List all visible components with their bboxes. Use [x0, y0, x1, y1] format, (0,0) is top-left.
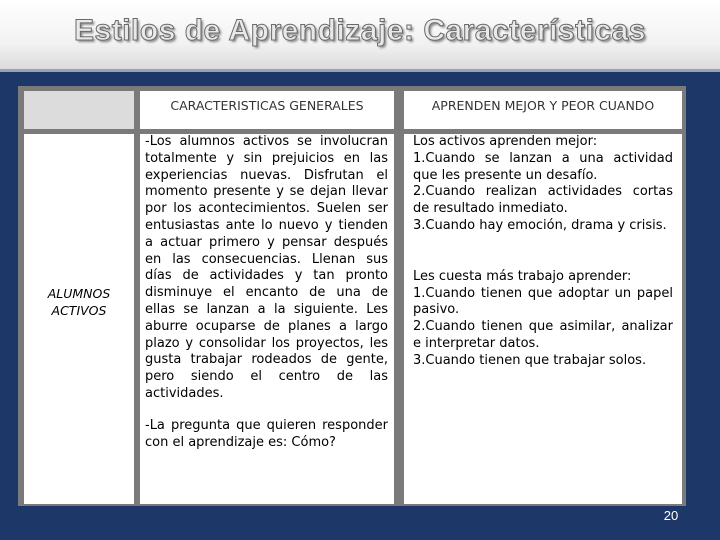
general-question-paragraph: -La pregunta que quieren responder con el aprendizaje es: Cómo?	[145, 417, 388, 450]
learn-worst-item: 3.Cuando tienen que trabajar solos.	[413, 352, 647, 368]
learn-best-intro: Los activos aprenden mejor:	[413, 134, 598, 149]
characteristics-table	[18, 86, 686, 506]
general-description-paragraph: -Los alumnos activos se involucran totalmente y sin prejuicios en las experiencias nuevas. Disfrutan el momento presente y se dejan llevar por los acontecimientos. Suelen ser entusiastas ante lo nuevo y tienden a actuar primero y pensar después en las consecuencias. Llenan sus días de actividades y tan pronto disminuye el encanto de una de ellas se lanzan a la siguiente. Les aburre ocuparse de planes a largo plazo y consolidar los proyectos, les gusta trabajar rodeados de gente, pero siendo el centro de las actividades.	[145, 134, 388, 401]
row-label-active-students: ALUMNOS ACTIVOS	[24, 134, 134, 504]
learn-worst-intro: Les cuesta más trabajo aprender:	[413, 268, 632, 284]
title-band	[0, 0, 720, 72]
header-general-characteristics: CARACTERISTICAS GENERALES	[140, 91, 394, 129]
learn-worst-item: 2.Cuando tienen que asimilar, analizar e interpretar datos.	[413, 319, 673, 351]
learn-best-worst-cell	[404, 134, 682, 504]
learn-best-item: 2.Cuando realizan actividades cortas de resultado inmediato.	[413, 184, 673, 217]
header-learn-best-worst: APRENDEN MEJOR Y PEOR CUANDO	[404, 91, 682, 129]
learn-best-item: 3.Cuando hay emoción, drama y crisis.	[413, 217, 667, 233]
table-corner-cell	[24, 91, 134, 129]
slide-title: Estilos de Aprendizaje: Características	[74, 14, 646, 47]
learn-best-item: 1.Cuando se lanzan a una actividad que les presente un desafío.	[413, 150, 673, 183]
page-number: 20	[663, 508, 679, 523]
general-characteristics-cell	[140, 134, 394, 504]
learn-worst-item: 1.Cuando tienen que adoptar un papel pasivo.	[413, 285, 673, 318]
